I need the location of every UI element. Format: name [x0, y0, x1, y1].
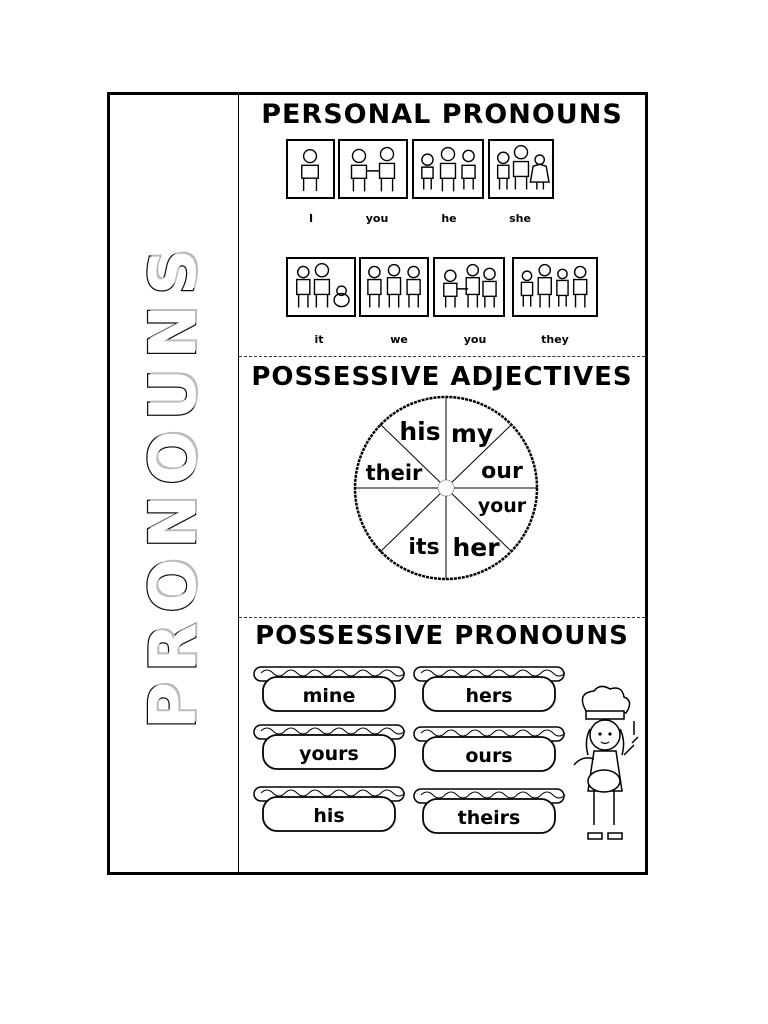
personal-pronouns-section: [239, 95, 645, 357]
picture-you: [338, 139, 408, 199]
side-title-column: [110, 95, 239, 872]
label-you: you: [365, 212, 389, 225]
side-title: PRONOUNS: [137, 238, 211, 729]
label-they: they: [541, 333, 569, 346]
hotdog-mine: [251, 661, 407, 715]
hotdog-label: yours: [299, 743, 359, 765]
wheel-word-their: their: [365, 461, 423, 485]
hotdog-label: hers: [465, 685, 513, 707]
worksheet-frame: [107, 92, 648, 875]
wheel-word-its: its: [408, 535, 440, 560]
hotdog-theirs: [411, 783, 567, 837]
possessive-pronouns-section: [239, 617, 645, 872]
hotdog-label: his: [313, 805, 345, 827]
label-she: she: [509, 212, 531, 225]
possessive-adjectives-section: [239, 356, 645, 618]
wheel-word-her: her: [452, 533, 500, 562]
personal-pronouns-heading: PERSONAL PRONOUNS: [261, 99, 623, 130]
label-we: we: [390, 333, 408, 346]
wheel-word-his: his: [399, 417, 441, 446]
picture-she: [488, 139, 554, 199]
label-i: I: [308, 212, 314, 225]
picture-it: [286, 257, 356, 317]
hotdog-hers: [411, 661, 567, 715]
hotdog-yours: [251, 719, 407, 773]
hotdog-ours: [411, 721, 567, 775]
hotdog-label: theirs: [457, 807, 521, 829]
label-he: he: [441, 212, 457, 225]
possessive-adjectives-heading: POSSESSIVE ADJECTIVES: [251, 362, 633, 392]
label-you-plural: you: [463, 333, 487, 346]
chef-girl-icon: [564, 685, 644, 850]
picture-they: [512, 257, 598, 317]
picture-i: [286, 139, 335, 199]
picture-we: [359, 257, 429, 317]
picture-he: [412, 139, 484, 199]
wheel-word-my: my: [450, 419, 494, 448]
hotdog-label: ours: [465, 745, 513, 767]
label-it: it: [314, 333, 324, 346]
hotdog-his: [251, 781, 407, 835]
wheel-word-our: our: [481, 459, 523, 484]
hotdog-label: mine: [302, 685, 356, 707]
adjectives-wheel: [352, 394, 540, 582]
wheel-word-your: your: [477, 495, 527, 517]
picture-you-plural: [433, 257, 505, 317]
possessive-pronouns-heading: POSSESSIVE PRONOUNS: [255, 621, 629, 651]
